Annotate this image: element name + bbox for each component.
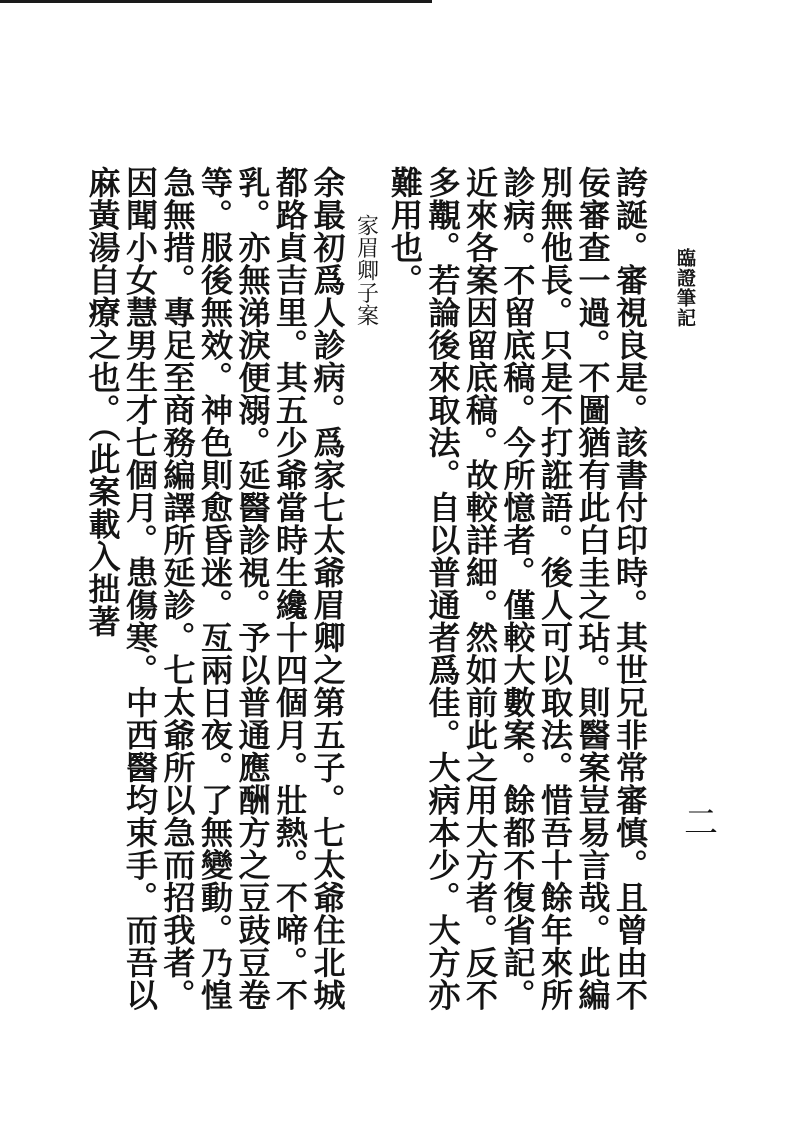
top-rule xyxy=(0,0,432,3)
body-text xyxy=(83,166,648,1026)
page-number: 二 xyxy=(684,803,718,843)
case-heading: 家眉卿子案 xyxy=(353,214,379,327)
paragraph: 誇誕。審視良是。該書付印時。其世兄非常審慎。且曾由不佞審查一過。不圖猶有此白圭之玷。則醫案豈易言哉。此編別無他長。只是不打誑語。後人可以取法。惜吾十餘年來所診病。不留底稿。今所憶者。僅較大數案。餘都不復省記。近來各案因留底稿。故較詳細。然如前此之用大方者。反不多覯。若論後來取法。自以普通者爲佳。大病本少。大方亦難用也。 xyxy=(386,166,649,1011)
case-paragraph: 余最初爲人診病。爲家七太爺眉卿之第五子。七太爺住北城都路貞吉里。其五少爺當時生纔十四個月。壯熱。不啼。不乳。亦無涕淚便溺。延醫診視。予以普通應酬方之豆豉豆卷等。服後無效。神色則愈昏迷。亙兩日夜。了無變動。乃惶急無措。專足至商務編譯所延診。七太爺所以急而招我者。因聞小女慧男生才七個月。患傷寒。中西醫均束手。而吾以麻黃湯自療之也。（此案載入拙著 xyxy=(83,166,347,1011)
running-header-title: 臨證筆記 xyxy=(674,248,696,328)
